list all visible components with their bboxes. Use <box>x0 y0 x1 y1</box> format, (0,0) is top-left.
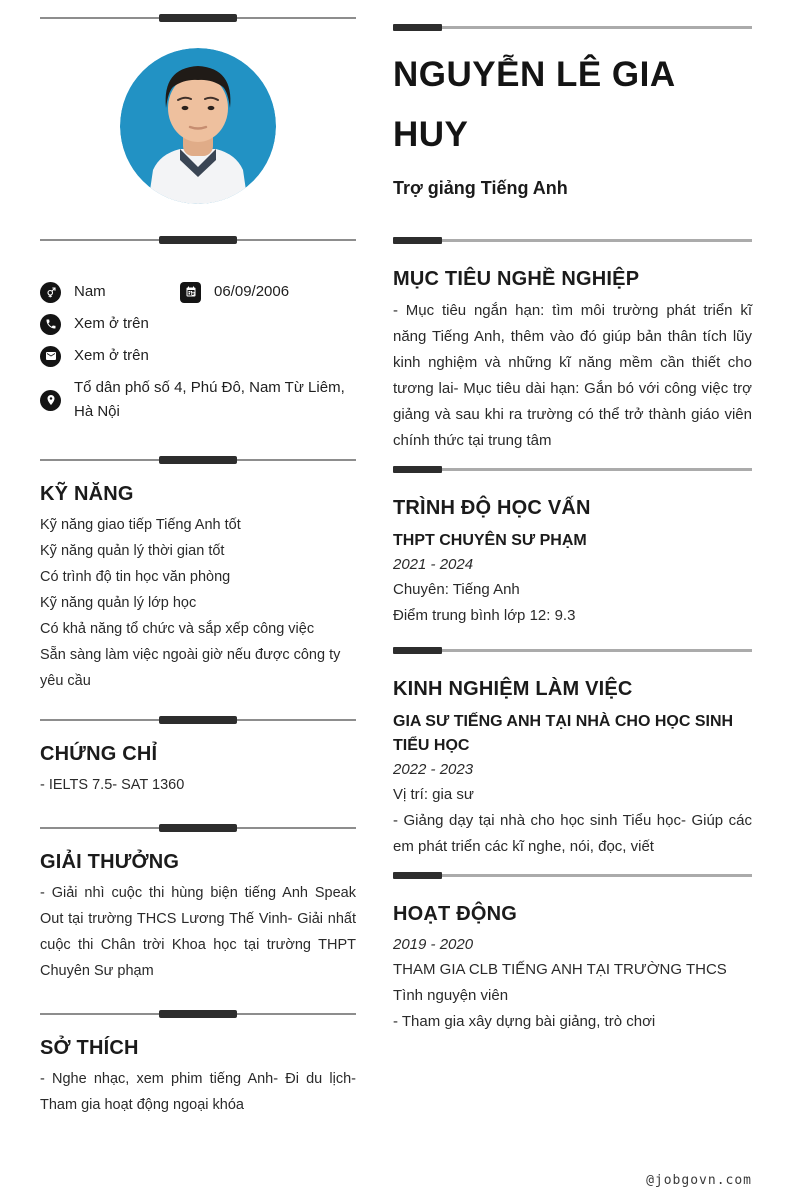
education-section <box>393 495 752 629</box>
right-column <box>393 0 752 1118</box>
phone-value: Xem ở trên <box>74 315 149 332</box>
calendar-clock-icon <box>180 282 201 303</box>
hobbies-text: - Nghe nhạc, xem phim tiếng Anh- Đi du lịch- Tham gia hoạt động ngoại khóa <box>40 1071 356 1113</box>
phone-icon <box>40 314 61 335</box>
divider <box>40 824 356 832</box>
candidate-name: NGUYỄN LÊ GIA HUY <box>393 55 675 154</box>
divider <box>40 236 356 244</box>
skill-item: Kỹ năng giao tiếp Tiếng Anh tốt <box>40 517 241 533</box>
skills-heading: KỸ NĂNG <box>40 483 134 505</box>
activities-role: Tình nguyện viên <box>393 987 509 1004</box>
experience-position: Vị trí: gia sư <box>393 786 474 803</box>
email-field <box>40 344 149 368</box>
awards-heading: GIẢI THƯỞNG <box>40 851 180 873</box>
skill-item: Kỹ năng quản lý thời gian tốt <box>40 543 225 559</box>
skill-item: Kỹ năng quản lý lớp học <box>40 595 197 611</box>
awards-text: - Giải nhì cuộc thi hùng biện tiếng Anh Speak Out tại trường THCS Lương Thế Vinh- Giải nhất cuộc thi Chân trời Khoa học tại trường THPT Chuyên Sư phạm <box>40 885 356 979</box>
experience-heading: KINH NGHIỆM LÀM VIỆC <box>393 678 633 700</box>
skills-section <box>40 482 356 694</box>
education-period: 2021 - 2024 <box>393 556 474 573</box>
activities-organization: THAM GIA CLB TIẾNG ANH TẠI TRƯỜNG THCS <box>393 961 727 978</box>
divider <box>393 24 752 31</box>
hobbies-heading: SỞ THÍCH <box>40 1037 139 1059</box>
education-gpa: Điểm trung bình lớp 12: 9.3 <box>393 607 576 624</box>
left-column <box>40 0 356 1118</box>
personal-info <box>40 280 356 424</box>
birthdate-value: 06/09/2006 <box>214 283 290 300</box>
education-heading: TRÌNH ĐỘ HỌC VẤN <box>393 497 591 519</box>
activities-period: 2019 - 2020 <box>393 936 474 953</box>
objective-text: - Mục tiêu ngắn hạn: tìm môi trường phát triển kĩ năng Tiếng Anh, thêm vào đó giúp bản thân tích lũy kinh nghiệm và những kĩ năng mềm cần thiết cho tương lai- Mục tiêu dài hạn: Gắn bó với công việc trợ giảng và sau khi ra trường có thể trở thành giáo viên chính thức tại trung tâm <box>393 302 752 449</box>
gender-value: Nam <box>74 283 106 300</box>
activities-heading: HOẠT ĐỘNG <box>393 903 518 925</box>
experience-role: GIA SƯ TIẾNG ANH TẠI NHÀ CHO HỌC SINH TIỂU HỌC <box>393 713 734 754</box>
activities-section <box>393 901 752 1035</box>
info-row-gender-birthdate <box>40 280 356 304</box>
profile-photo-illustration <box>120 48 276 204</box>
skills-list <box>40 512 356 694</box>
objective-heading: MỤC TIÊU NGHỀ NGHIỆP <box>393 268 640 290</box>
divider <box>40 1010 356 1018</box>
divider <box>393 647 752 654</box>
education-major: Chuyên: Tiếng Anh <box>393 581 520 598</box>
address-field <box>40 376 356 424</box>
hobbies-section <box>40 1036 356 1118</box>
divider <box>40 456 356 464</box>
info-row-email <box>40 344 356 368</box>
divider <box>40 14 356 22</box>
birthdate-field <box>180 280 289 304</box>
experience-period: 2022 - 2023 <box>393 761 474 778</box>
objective-section <box>393 266 752 454</box>
skill-item: Sẵn sàng làm việc ngoài giờ nếu được công ty yêu cầu <box>40 647 341 689</box>
divider <box>393 237 752 244</box>
info-row-address <box>40 376 356 424</box>
certificates-section <box>40 742 356 798</box>
address-value: Tổ dân phố số 4, Phú Đô, Nam Từ Liêm, Hà Nội <box>74 379 345 420</box>
profile-photo <box>120 48 276 204</box>
phone-field <box>40 312 149 336</box>
email-icon <box>40 346 61 367</box>
certificates-text: - IELTS 7.5- SAT 1360 <box>40 777 185 793</box>
certificates-heading: CHỨNG CHỈ <box>40 743 158 765</box>
experience-section <box>393 676 752 860</box>
email-value: Xem ở trên <box>74 347 149 364</box>
location-pin-icon <box>40 390 61 411</box>
divider <box>40 716 356 724</box>
education-school: THPT CHUYÊN SƯ PHẠM <box>393 532 587 549</box>
divider <box>393 466 752 473</box>
watermark: @jobgovn.com <box>646 1173 752 1188</box>
divider <box>393 872 752 879</box>
experience-description: - Giảng dạy tại nhà cho học sinh Tiểu học- Giúp các em phát triển các kĩ nghe, nói, đọc, viết <box>393 812 752 855</box>
info-row-phone <box>40 312 356 336</box>
skill-item: Có trình độ tin học văn phòng <box>40 569 231 585</box>
gender-field <box>40 280 180 304</box>
activities-description: - Tham gia xây dựng bài giảng, trò chơi <box>393 1013 656 1030</box>
skill-item: Có khả năng tổ chức và sắp xếp công việc <box>40 621 315 637</box>
job-title: Trợ giảng Tiếng Anh <box>393 178 568 198</box>
awards-section <box>40 850 356 984</box>
gender-icon <box>40 282 61 303</box>
